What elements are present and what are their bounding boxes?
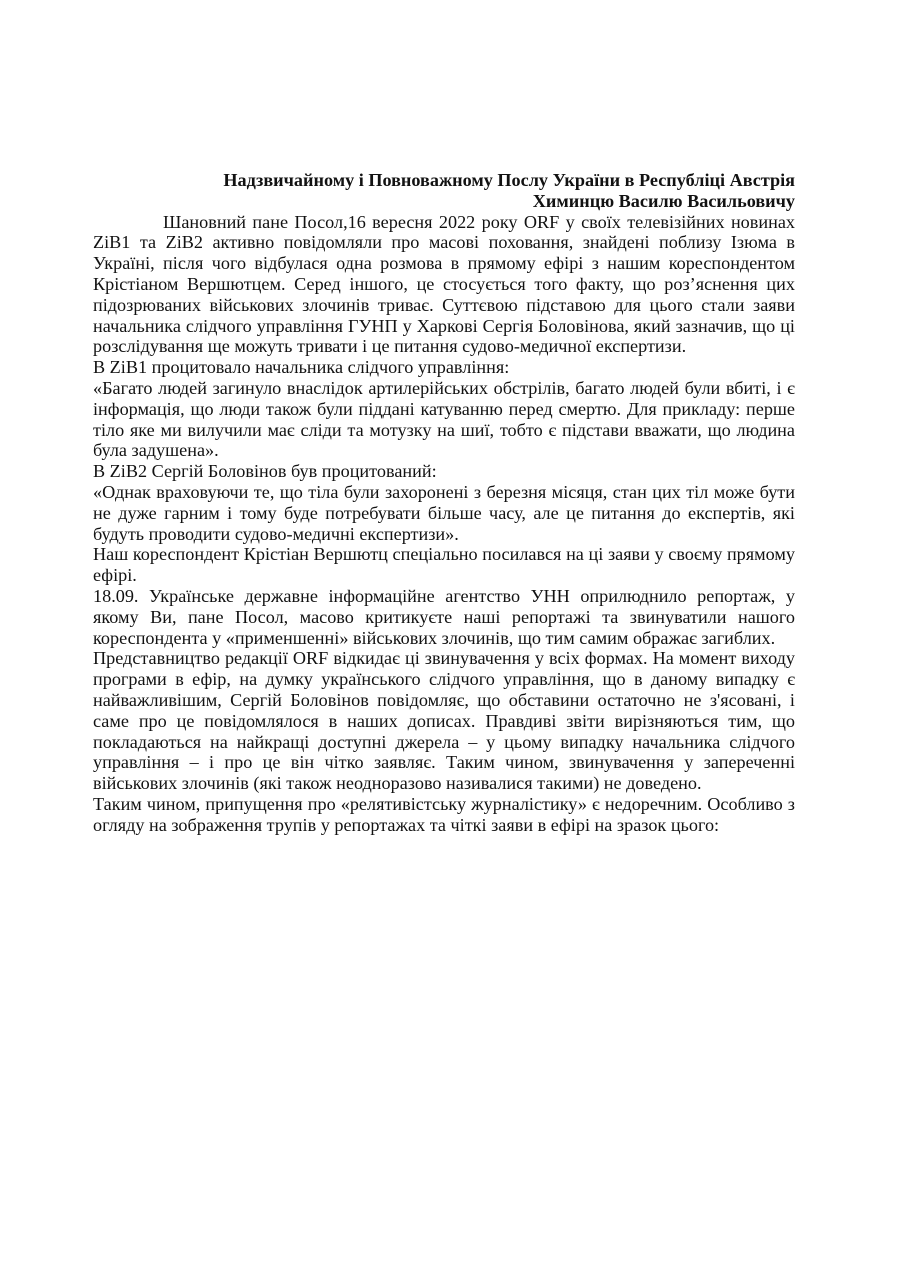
paragraph-zib2-intro: В ZiB2 Сергій Боловінов був процитований:: [93, 461, 437, 482]
recipient-line-1: Надзвичайному і Повноважному Послу України в Республіці Австрія: [223, 170, 795, 190]
paragraph-salutation: Шановний пане Посол,16 вересня 2022 року ORF у своїх телевізійних новинах ZiB1 та ZiB2 активно повідомляли про масові поховання, знайдені поблизу Ізюма в Україні, після чого відбулася одна розмова в прямому ефірі з нашим кореспондентом Крістіаном Вершютцем. Серед іншого, це стосується того факту, що роз’яснення цих підозрюваних військових злочинів триває. Суттєвою підставою для цього стали заяви начальника слідчого управління ГУНП у Харкові Сергія Боловінова, який зазначив, що ці розслідування ще можуть тривати і це питання судово-медичної експертизи.: [93, 211, 795, 357]
paragraph-zib2-quote: «Однак враховуючи те, що тіла були захоронені з березня місяця, стан цих тіл може бути не дуже гарним і тому буде потребувати більше часу, але це питання до експертів, які будуть проводити судово-медичні експертизи».: [93, 481, 795, 544]
letter-content: [93, 170, 795, 836]
recipient-block: [93, 170, 795, 212]
paragraph-conclusion: Таким чином, припущення про «релятивістську журналістику» є недоречним. Особливо з огляду на зображення трупів у репортажах та чіткі заяви в ефірі на зразок цього:: [93, 793, 795, 835]
paragraph-orf-rebuttal: Представництво редакції ORF відкидає ці звинувачення у всіх формах. На момент виходу програми в ефір, на думку українського слідчого управління, що в даному випадку є найважливішим, Сергій Боловінов повідомляє, що обставини остаточно не з'ясовані, і саме про це повідомлялося в наших дописах. Правдиві звіти вирізняються тим, що покладаються на найкращі доступні джерела – у цьому випадку начальника слідчого управління – і про це він чітко заявляє. Таким чином, звинувачення у запереченні військових злочинів (які також неодноразово називалися такими) не доведено.: [93, 648, 795, 794]
paragraph-unn-report: 18.09. Українське державне інформаційне агентство УНН оприлюднило репортаж, у якому Ви, пане Посол, масово критикуєте наші репортажі та звинуватили нашого кореспондента у «применшенні» військових злочинів, що тим самим ображає загиблих.: [93, 585, 795, 648]
recipient-line-2: Химинцю Василю Васильовичу: [532, 190, 795, 211]
paragraph-zib1-intro: В ZiB1 процитовало начальника слідчого управління:: [93, 357, 510, 378]
paragraph-correspondent-note: Наш кореспондент Крістіан Вершютц спеціально посилався на ці заяви у своєму прямому ефірі.: [93, 544, 795, 586]
paragraph-zib1-quote: «Багато людей загинуло внаслідок артилерійських обстрілів, багато людей були вбиті, і є інформація, що люди також були піддані катуванню перед смертю. Для прикладу: перше тіло яке ми вилучили має сліди та мотузку на шиї, тобто є підстави вважати, що людина була задушена».: [93, 377, 795, 461]
